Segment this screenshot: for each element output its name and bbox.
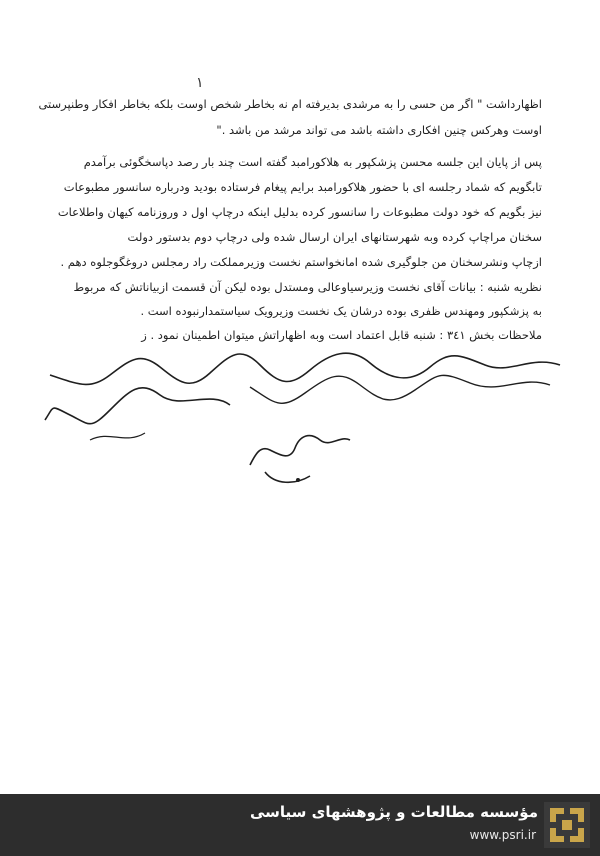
publisher-footer — [0, 794, 600, 856]
top-handwritten-mark: ١ — [196, 75, 204, 91]
document-line-3: پس از پایان این جلسه محسن پزشکپور به هلاکورامبد گفته است چند بار رصد دپاسخگوئی برآمدم — [83, 155, 542, 169]
document-line-4: تابگویم که شماد رجلسه ای با حضور هلاکورامبد برایم پیغام فرستاده بودید ودرباره سانسور مطبوعات — [63, 180, 542, 194]
document-line-5: نیز بگویم که خود دولت مطبوعات را سانسور کرده بدلیل اینکه درچاپ اول د وروزنامه کیهان واطلاعات — [57, 205, 542, 219]
document-line-8: نظریه شنبه : بیانات آقای نخست وزیرسیاوعالی ومستدل بوده لیکن آن قسمت ازبیاناتش که مربوط — [73, 280, 542, 294]
document-line-7: ازچاپ ونشرسخنان من جلوگیری شده امانخواستم نخست وزیرمملکت راد رمجلس دروغگوجلوه دهم . — [60, 255, 542, 269]
document-line-1: اظهارداشت " اگر من حسی را به مرشدی بدیرفته ام نه بخاطر شخص اوست بلکه بخاطر افکار وطنپرستی — [38, 97, 542, 111]
document-line-6: سخنان مراچاپ کرده وبه شهرستانهای ایران ارسال شده ولی درچاپ دوم بدستور دولت — [127, 230, 542, 244]
document-line-10: ملاحظات بخش ٣٤١ : شنبه قابل اعتماد است وبه اظهاراتش میتوان اطمینان نمود . ز — [141, 328, 542, 342]
document-line-2: اوست وهرکس چنین افکاری داشته باشد می تواند مرشد من باشد ." — [216, 123, 542, 137]
document-line-9: به پزشکپور ومهندس ظفری بوده درشان یک نخست وزیرویک سیاستمدارنبوده است . — [140, 304, 542, 318]
handwritten-signature — [240, 430, 360, 490]
institute-logo-icon — [544, 802, 590, 848]
publisher-name: مؤسسه مطالعات و پژوهشهای سیاسی — [249, 803, 538, 821]
publisher-url[interactable]: www.psri.ir — [469, 828, 536, 842]
